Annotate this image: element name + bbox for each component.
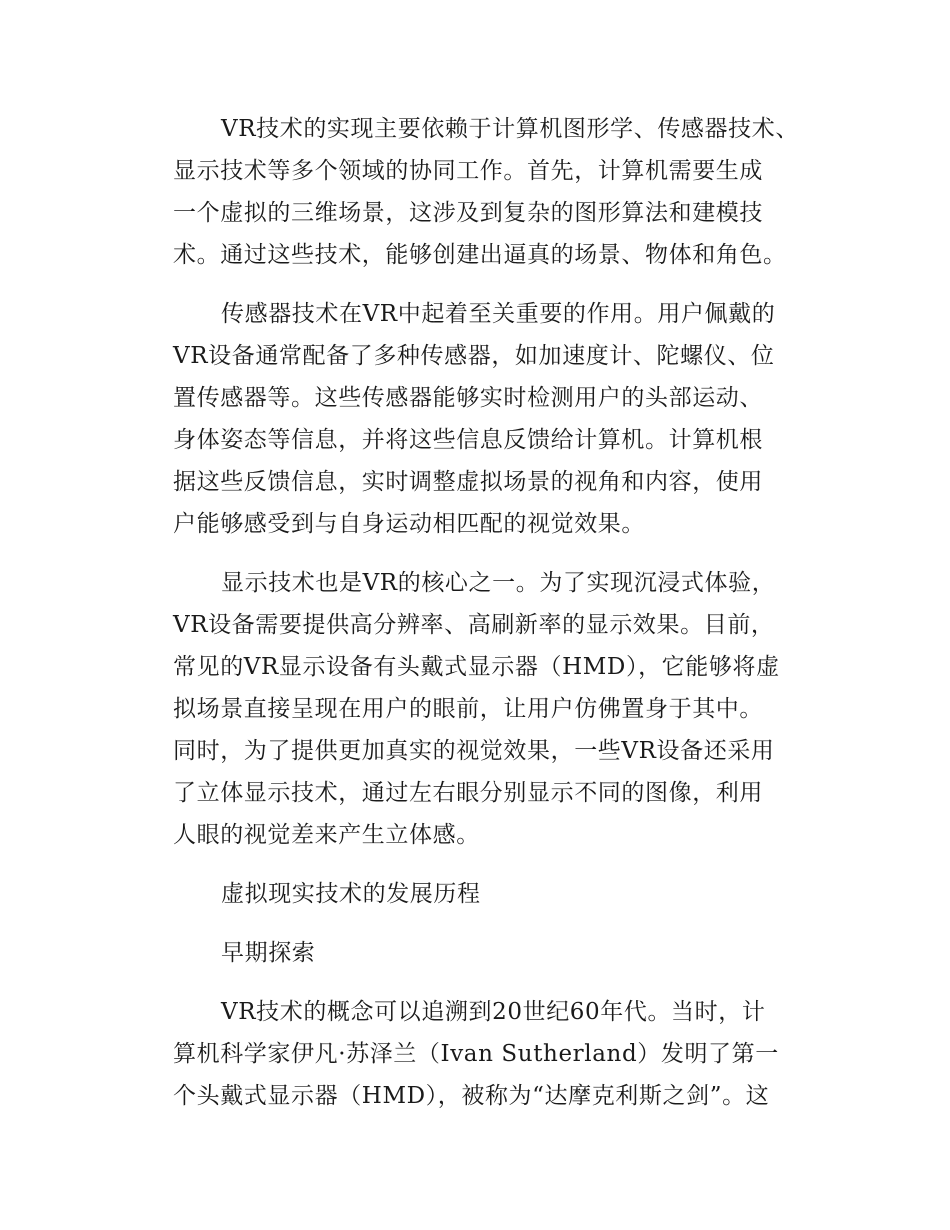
paragraph-early-history bbox=[173, 991, 813, 1117]
text-line: 术。通过这些技术，能够创建出逼真的场景、物体和角色。 bbox=[173, 242, 787, 268]
text-line: 置传感器等。这些传感器能够实时检测用户的头部运动、 bbox=[173, 385, 763, 411]
paragraph-vr-implementation bbox=[173, 108, 813, 276]
text-line: VR技术的实现主要依赖于计算机图形学、传感器技术、 bbox=[221, 116, 799, 142]
section-heading-development-history bbox=[173, 873, 813, 915]
text-line: 户能够感受到与自身运动相匹配的视觉效果。 bbox=[173, 511, 645, 537]
text-line: 同时，为了提供更加真实的视觉效果，一些VR设备还采用 bbox=[173, 738, 775, 764]
text-line: 显示技术也是VR的核心之一。为了实现沉浸式体验， bbox=[221, 570, 776, 596]
paragraph-display-technology bbox=[173, 562, 813, 856]
text-line: 一个虚拟的三维场景，这涉及到复杂的图形算法和建模技 bbox=[173, 200, 763, 226]
text-line: 传感器技术在VR中起着至关重要的作用。用户佩戴的 bbox=[221, 301, 776, 327]
heading-text: 虚拟现实技术的发展历程 bbox=[221, 881, 481, 907]
text-line: VR设备通常配备了多种传感器，如加速度计、陀螺仪、位 bbox=[173, 343, 775, 369]
text-line: 了立体显示技术，通过左右眼分别显示不同的图像，利用 bbox=[173, 780, 763, 806]
text-line: 身体姿态等信息，并将这些信息反馈给计算机。计算机根 bbox=[173, 427, 763, 453]
text-line: 显示技术等多个领域的协同工作。首先，计算机需要生成 bbox=[173, 158, 763, 184]
paragraph-sensor-technology bbox=[173, 293, 813, 545]
text-line: VR设备需要提供高分辨率、高刷新率的显示效果。目前， bbox=[173, 612, 775, 638]
document-body bbox=[173, 108, 813, 1134]
text-line: 算机科学家伊凡·苏泽兰（Ivan Sutherland）发明了第一 bbox=[173, 1041, 779, 1067]
text-line: 拟场景直接呈现在用户的眼前，让用户仿佛置身于其中。 bbox=[173, 696, 763, 722]
text-line: 人眼的视觉差来产生立体感。 bbox=[173, 822, 480, 848]
heading-text: 早期探索 bbox=[221, 940, 316, 966]
text-line: 据这些反馈信息，实时调整虚拟场景的视角和内容，使用 bbox=[173, 469, 763, 495]
text-line: 常见的VR显示设备有头戴式显示器（HMD），它能够将虚 bbox=[173, 654, 780, 680]
text-line: VR技术的概念可以追溯到20世纪60年代。当时，计 bbox=[221, 999, 766, 1025]
text-line: 个头戴式显示器（HMD），被称为“达摩克利斯之剑”。这 bbox=[173, 1083, 770, 1109]
subsection-heading-early-exploration bbox=[173, 932, 813, 974]
